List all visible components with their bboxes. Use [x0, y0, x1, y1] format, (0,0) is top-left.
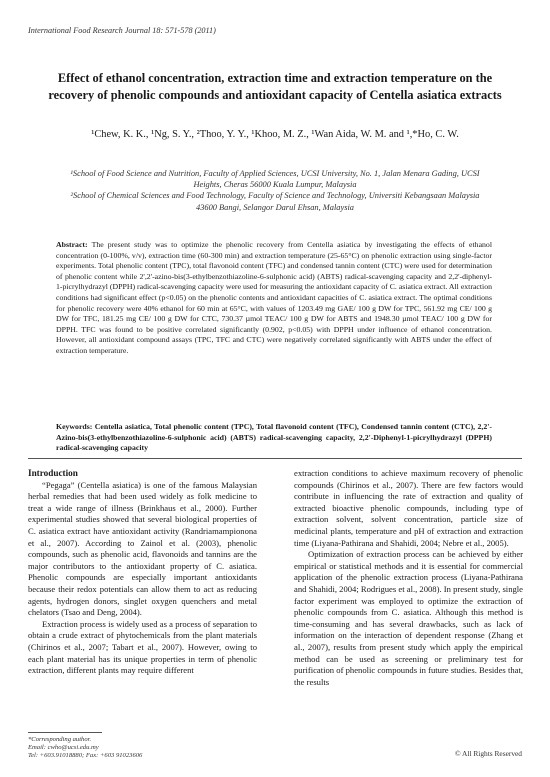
abstract-label: Abstract [56, 240, 86, 249]
article-title: Effect of ethanol concentration, extraction time and extraction temperature on the recovery of phenolic compounds and antioxidant capacity of Centella asiatica extracts [48, 71, 502, 102]
right-column [294, 468, 523, 688]
affiliation-1: ¹School of Food Science and Nutrition, Faculty of Applied Sciences, UCSI University, No. 1, Jalan Menara Gading, UCSI Heights, Cheras 56000 Kuala Lumpur, Malaysia [70, 169, 480, 190]
footnote-line-1: *Corresponding author. [28, 736, 92, 743]
footnote-phone: Tel: +603.91018880; Fax: +603 91023606 [28, 752, 143, 760]
intro-paragraph-1: “Pegaga” (Centella asiatica) is one of the famous Malaysian herbal remedies that had been used widely as folk medicine to treat a wide range of illness (Brinkhaus et al., 2000). Further experimental studies showed that several biological properties of C. asiatica extract have antioxidant activity (Randriamampionona et al., 2007). According to Zainol et al. (2003), phenolic compounds, such as phenolic acid, flavonoids and tannins are the major contributors to the antioxidant property of C. asiatica. Phenolic compounds are especially important antioxidants because their redox potentials can allow them to act as reducing agents, hydrogen donors, singlet oxygen quenchers and metal chelators (Tsao and Deng, 2004). [28, 479, 257, 618]
journal-header: International Food Research Journal 18: 571-578 (2011) [28, 26, 216, 35]
keywords [56, 422, 492, 454]
footnote-email: Email: cwho@ucsi.edu.my [28, 744, 99, 752]
left-column [28, 468, 257, 677]
intro-paragraph-2: Extraction process is widely used as a process of separation to obtain a crude extract of phytochemicals from the plant materials (Chirinos et al., 2007; Tabart et al., 2007). However, owing to each plant material has its unique properties in term of phenolic extraction, different plants may require different [28, 618, 257, 676]
intro-paragraph-4: Optimization of extraction process can be achieved by either empirical or statistical methods and it is essential for commercial application of the phenolic extraction process (Liyana-Pathirana and Shahidi, 2004; Rodrigues et al., 2008). In present study, single factor experiment was employed to optimize the extraction of phenolic compounds from C. asiatica. Although this method is time-consuming and has several drawbacks, such as lack of information on the interaction of dependent response (Zhang et al., 2007), results from present study which apply the empirical method can be used as screening or preliminary test for purification of phenolic compounds in future studies. Besides that, the results [294, 549, 523, 687]
corresponding-author-footnote [28, 736, 142, 761]
author-list: ¹Chew, K. K., ¹Ng, S. Y., ²Thoo, Y. Y., ¹Khoo, M. Z., ¹Wan Aida, W. M. and ¹,*Ho, C. W. [91, 129, 459, 140]
keywords-label: Keywords: [56, 422, 93, 431]
abstract-text: The present study was to optimize the phenolic recovery from Centella asiatica by investigating the effects of ethanol concentration (0-100%, v/v), extraction time (60-300 min) and extraction temperature (25-65°C) on phenolic extraction using single-factor experiments. Total phenolic content (TPC), total flavonoid content (TFC) and condensed tannin content (CTC) were used for determination of phenolic content while 2',2'-azino-bis(3-ethylbenzothiazoline-6-sulphonic acid) (ABTS) radical-scavenging capacity and 2,2'-diphenyl-1-picrylhydrazyl (DPPH) radical-scavenging capacity were used for measuring the antioxidant capacity of C. asiatica extract. All extraction conditions had significant effect (p<0.05) on the phenolic contents and antioxidant capacities of C. asiatica extract. The optimal conditions for phenolic recovery were 40% ethanol for 60 min at 65°C, with values of 1203.49 mg GAE/ 100 g DW for TPC, 561.92 mg CE/ 100 g DW for TFC, 181.25 mg CE/ 100 g DW for CTC, 730.37 µmol TEAC/ 100 g DW for ABTS and 1948.30 µmol TEAC/ 100 g DW for DPPH. TFC was found to be positive correlated significantly (0.902, p<0.05) with DPPH under influence of ethanol concentration. However, all antioxidant compound assays (TPC, TFC and CTC) were negatively correlated significantly with ABTS under the effect of extraction temperature. [56, 240, 492, 355]
footnote-divider [28, 732, 102, 733]
intro-paragraph-3: extraction conditions to achieve maximum recovery of phenolic compounds (Chirinos et al., 2007). There are few factors would contribute in influencing the rate of extraction and quality of extracted bioactive phenolic compounds, including type of extraction solvent, solvent concentration, particle size of medicinal plants, temperature and pH of extraction and extraction time (Liyana-Pathirana and Shahidi, 2004; Nebre et al., 2005). [294, 468, 523, 548]
keywords-text: Centella asiatica, Total phenolic content (TPC), Total flavonoid content (TFC), Condensed tannin content (CTC), 2,2'-Azino-bis(3-ethylbenzothiazoline-6-sulphonic acid) (ABTS) radical-scavenging capacity, 2,2'-Diphenyl-1-picrylhydrazyl (DPPH) radical-scavenging capacity [56, 422, 493, 453]
affiliation-2: ²School of Chemical Sciences and Food Technology, Faculty of Science and Technology, Universiti Kebangsaan Malaysia 43600 Bangi, Selangor Darul Ehsan, Malaysia [70, 191, 480, 212]
section-divider [28, 458, 522, 459]
affiliations [70, 168, 480, 213]
copyright-notice: © All Rights Reserved [455, 749, 522, 758]
abstract: Abstract: The present study was to optimize the phenolic recovery from Centella asiatica by investigating the effects of ethanol concentration (0-100%, v/v), extraction time (60-300 min) and extraction temperature (25-65°C) on phenolic extraction using single-factor experiments. Total phenolic content (TPC), total flavonoid content (TFC) and condensed tannin content (CTC) were used for determination of phenolic content while 2',2'-azino-bis(3-ethylbenzothiazoline-6-sulphonic acid) (ABTS) radical-scavenging capacity and 2,2'-diphenyl-1-picrylhydrazyl (DPPH) radical-scavenging capacity were used for measuring the antioxidant capacity of C. asiatica extract. All extraction conditions had significant effect (p<0.05) on the phenolic contents and antioxidant capacities of C. asiatica extract. The optimal conditions for phenolic recovery were 40% ethanol for 60 min at 65°C, with values of 1203.49 mg GAE/ 100 g DW for TPC, 561.92 mg CE/ 100 g DW for TFC, 181.25 mg CE/ 100 g DW for CTC, 730.37 µmol TEAC/ 100 g DW for ABTS and 1948.30 µmol TEAC/ 100 g DW for DPPH. TFC was found to be positive correlated significantly (0.902, p<0.05) with DPPH under influence of ethanol concentration. However, all antioxidant compound assays (TPC, TFC and CTC) were negatively correlated significantly with ABTS under the effect of extraction temperature. [56, 240, 492, 355]
introduction-heading: Introduction [28, 468, 78, 478]
